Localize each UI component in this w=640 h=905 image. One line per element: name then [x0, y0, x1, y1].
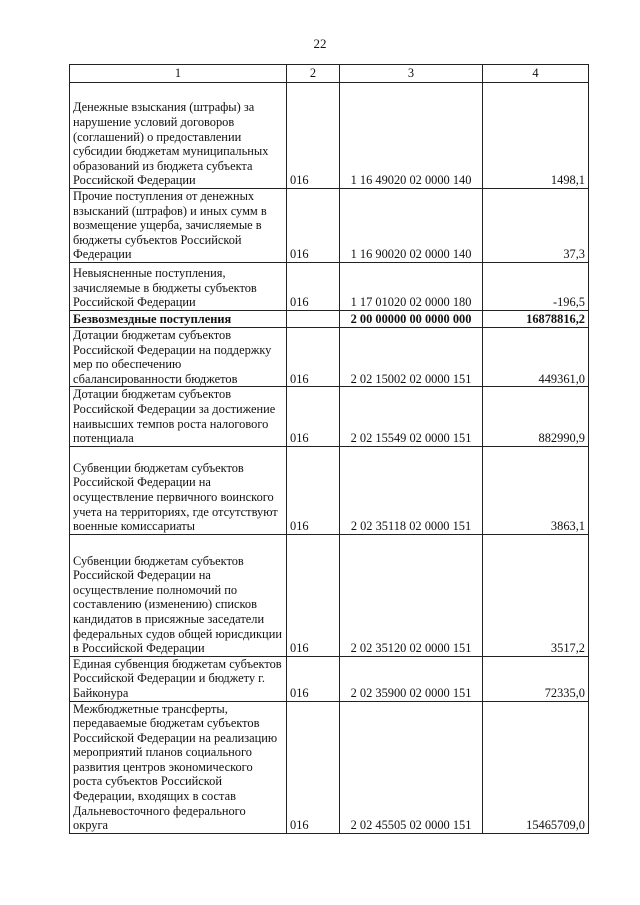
row-budget-code-cell: 2 00 00000 00 0000 000: [340, 310, 483, 327]
row-admin-code-cell: 016: [287, 189, 340, 263]
row-amount-cell: 3517,2: [483, 534, 589, 656]
row-admin-code-cell: [287, 310, 340, 327]
column-header: 3: [340, 65, 483, 83]
column-header: 2: [287, 65, 340, 83]
row-name-cell: Безвозмездные поступления: [70, 310, 287, 327]
row-admin-code-cell: 016: [287, 327, 340, 386]
table-body: [70, 83, 589, 834]
row-admin-code-cell: 016: [287, 656, 340, 701]
row-amount-cell: 882990,9: [483, 387, 589, 446]
row-admin-code-cell: 016: [287, 534, 340, 656]
table-row: [70, 446, 589, 534]
row-name-cell: Невыясненные поступления, зачисляемые в бюджеты субъектов Российской Федерации: [70, 262, 287, 310]
table-row: [70, 189, 589, 263]
row-name-cell: Денежные взыскания (штрафы) за нарушение условий договоров (соглашений) о предоставлении субсидии бюджетам муниципальных образований из бюджета субъекта Российской Федерации: [70, 83, 287, 189]
row-budget-code-cell: 1 17 01020 02 0000 180: [340, 262, 483, 310]
row-amount-cell: 449361,0: [483, 327, 589, 386]
row-name-cell: Прочие поступления от денежных взысканий (штрафов) и иных сумм в возмещение ущерба, зачисляемые в бюджеты субъектов Российской Федерации: [70, 189, 287, 263]
row-name-cell: Межбюджетные трансферты, передаваемые бюджетам субъектов Российской Федерации на реализацию мероприятий планов социального развития центров экономического роста субъектов Российской Федерации, входящих в состав Дальневосточного федерального округа: [70, 701, 287, 833]
row-name-cell: Единая субвенция бюджетам субъектов Российской Федерации и бюджету г. Байконура: [70, 656, 287, 701]
row-amount-cell: -196,5: [483, 262, 589, 310]
row-budget-code-cell: 1 16 90020 02 0000 140: [340, 189, 483, 263]
row-admin-code-cell: 016: [287, 387, 340, 446]
table-row: [70, 387, 589, 446]
row-budget-code-cell: 2 02 15549 02 0000 151: [340, 387, 483, 446]
table-row: [70, 701, 589, 833]
row-budget-code-cell: 2 02 35900 02 0000 151: [340, 656, 483, 701]
row-name-cell: Дотации бюджетам субъектов Российской Федерации на поддержку мер по обеспечению сбалансированности бюджетов: [70, 327, 287, 386]
revenue-table: [69, 64, 589, 834]
row-amount-cell: 15465709,0: [483, 701, 589, 833]
row-budget-code-cell: 1 16 49020 02 0000 140: [340, 83, 483, 189]
row-admin-code-cell: 016: [287, 262, 340, 310]
row-budget-code-cell: 2 02 45505 02 0000 151: [340, 701, 483, 833]
table-row: [70, 656, 589, 701]
row-amount-cell: 1498,1: [483, 83, 589, 189]
row-budget-code-cell: 2 02 35118 02 0000 151: [340, 446, 483, 534]
table-row: [70, 327, 589, 386]
table-row: [70, 310, 589, 327]
column-header: 4: [483, 65, 589, 83]
row-budget-code-cell: 2 02 15002 02 0000 151: [340, 327, 483, 386]
row-name-cell: Дотации бюджетам субъектов Российской Федерации за достижение наивысших темпов роста налогового потенциала: [70, 387, 287, 446]
row-budget-code-cell: 2 02 35120 02 0000 151: [340, 534, 483, 656]
row-amount-cell: 72335,0: [483, 656, 589, 701]
row-amount-cell: 16878816,2: [483, 310, 589, 327]
row-amount-cell: 37,3: [483, 189, 589, 263]
table-row: [70, 83, 589, 189]
row-name-cell: Субвенции бюджетам субъектов Российской Федерации на осуществление первичного воинского учета на территориях, где отсутствуют военные комиссариаты: [70, 446, 287, 534]
column-header: 1: [70, 65, 287, 83]
table-header-row: [70, 65, 589, 83]
row-admin-code-cell: 016: [287, 446, 340, 534]
table-row: [70, 262, 589, 310]
table-row: [70, 534, 589, 656]
row-admin-code-cell: 016: [287, 701, 340, 833]
row-admin-code-cell: 016: [287, 83, 340, 189]
row-name-cell: Субвенции бюджетам субъектов Российской Федерации на осуществление полномочий по составлению (изменению) списков кандидатов в присяжные заседатели федеральных судов общей юрисдикции в Российской Федерации: [70, 534, 287, 656]
page-number: 22: [313, 36, 327, 51]
row-amount-cell: 3863,1: [483, 446, 589, 534]
